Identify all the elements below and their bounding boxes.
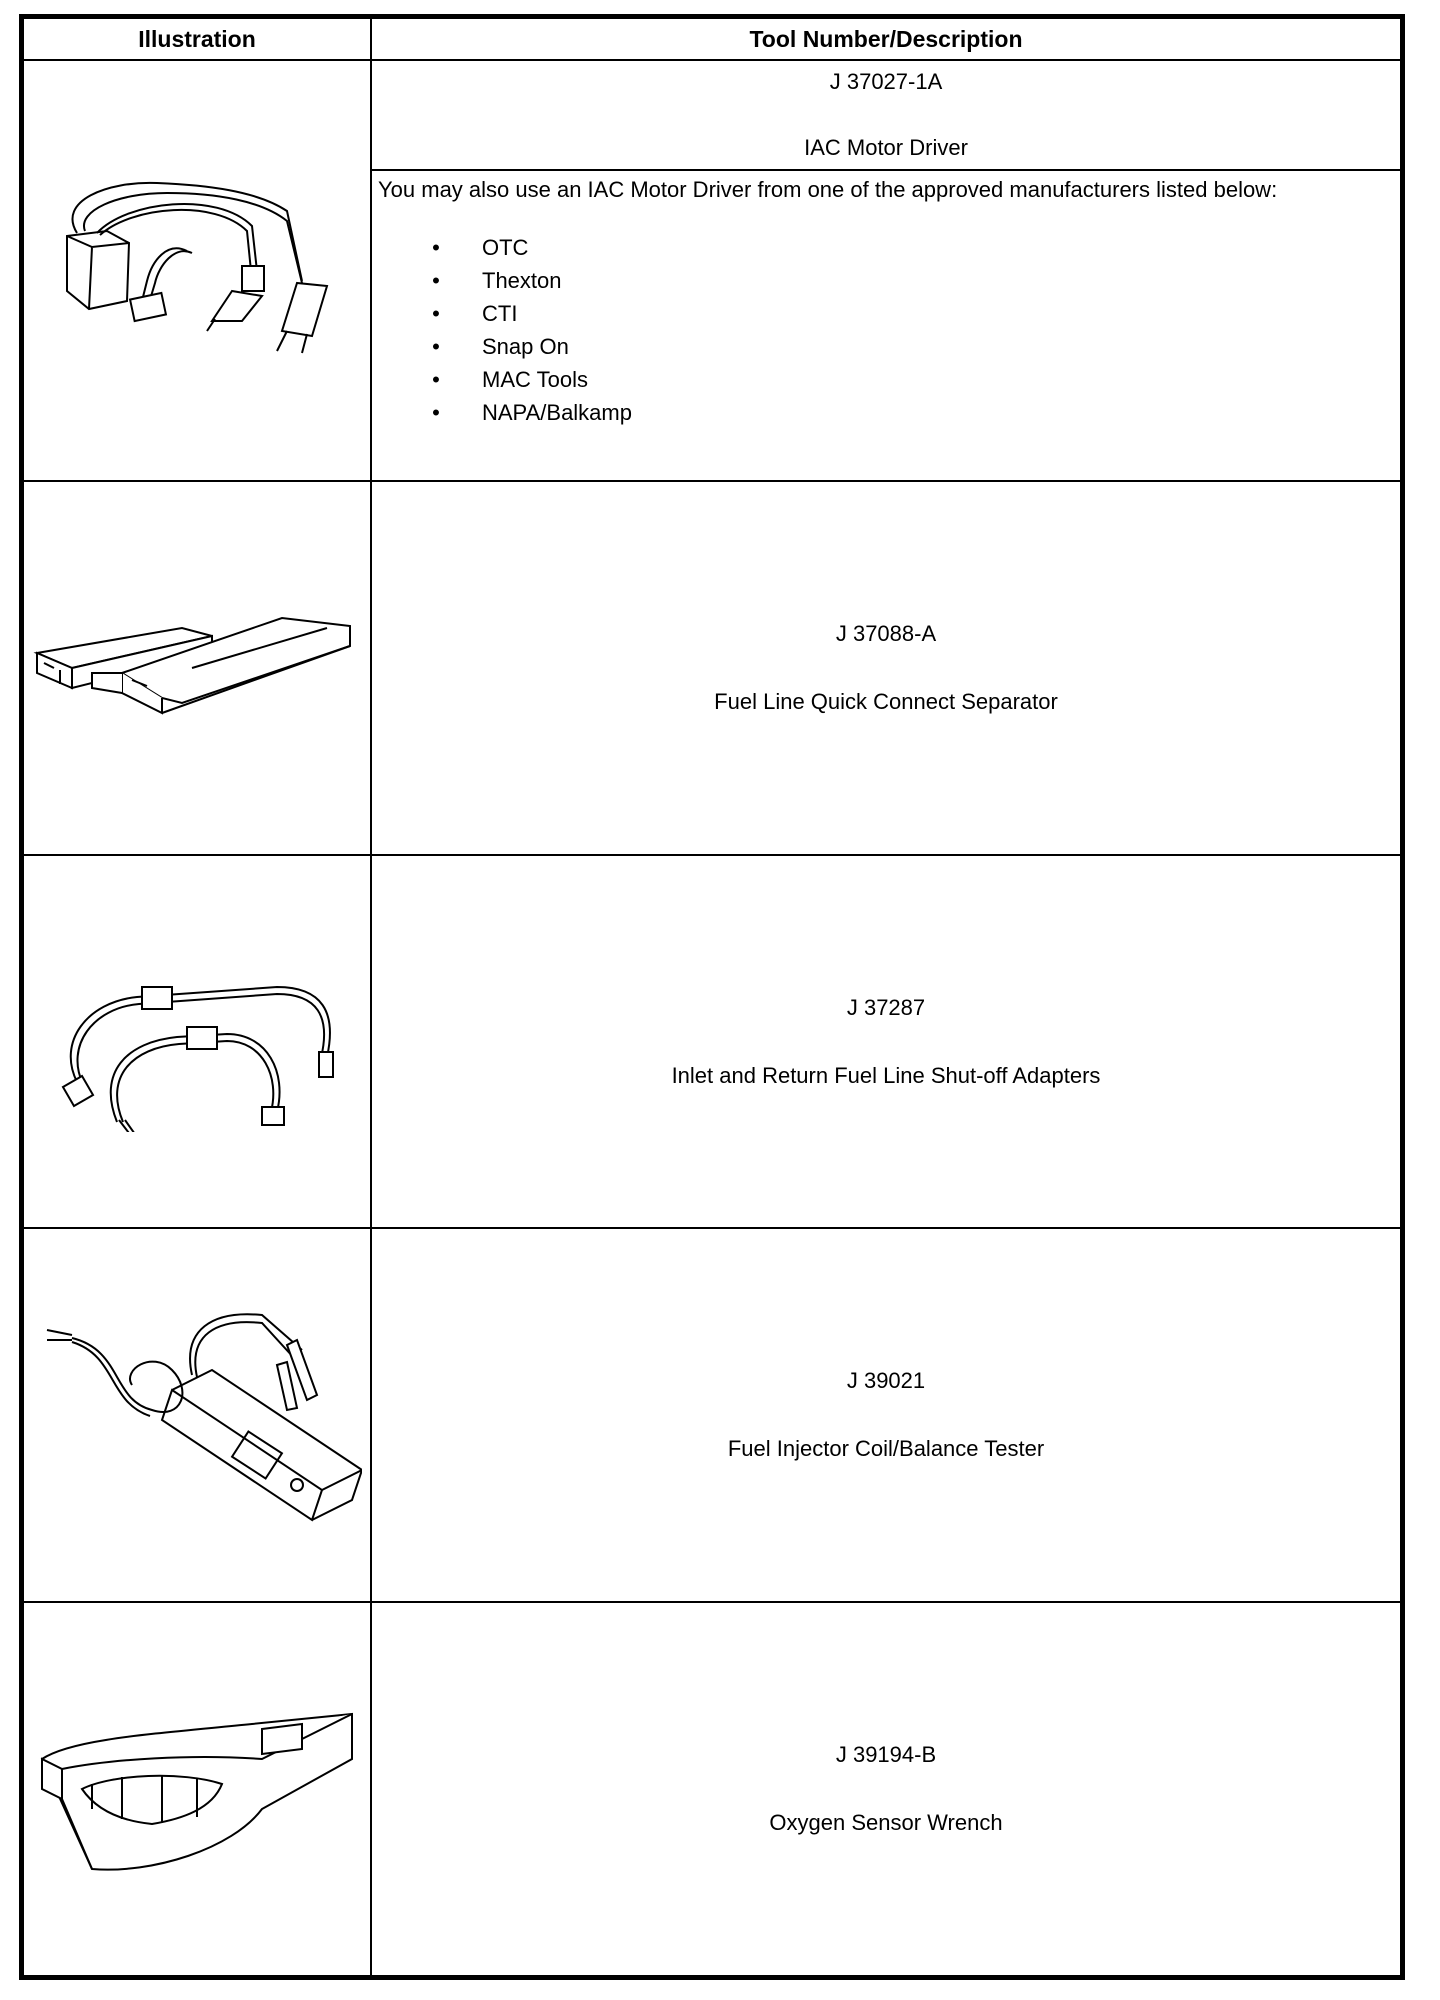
tool-number: J 39021: [846, 1368, 926, 1394]
bullet: •: [432, 334, 440, 360]
illustration-cell: [23, 60, 371, 481]
table-row: [23, 60, 1401, 170]
table-row: [23, 481, 1401, 855]
iac-motor-driver-icon: [37, 171, 357, 371]
bullet: •: [432, 367, 440, 393]
tool-description: IAC Motor Driver: [804, 135, 968, 161]
quick-connect-separator-icon: [32, 598, 362, 738]
list-item: • NAPA/Balkamp: [426, 396, 1394, 429]
tool-table: [22, 17, 1402, 1977]
tool-cell: [371, 60, 1401, 170]
oxygen-sensor-wrench-icon: [32, 1699, 362, 1879]
tool-cell: [371, 855, 1401, 1229]
tool-number: J 37027-1A: [829, 69, 943, 95]
tool-cell: [371, 1228, 1401, 1602]
bullet: •: [432, 301, 440, 327]
table-row: [23, 1228, 1401, 1602]
bullet: •: [432, 235, 440, 261]
list-item: • Thexton: [426, 264, 1394, 297]
illustration-header: Illustration: [23, 18, 371, 60]
manufacturer-note: You may also use an IAC Motor Driver from one of the approved manufacturers listed below:: [378, 177, 1278, 203]
manufacturer-list: [378, 231, 1394, 429]
shut-off-adapters-icon: [37, 952, 357, 1132]
tool-number: J 39194-B: [835, 1742, 937, 1768]
list-item: • OTC: [426, 231, 1394, 264]
tool-description: Oxygen Sensor Wrench: [769, 1810, 1003, 1836]
tool-table-frame: [19, 14, 1405, 1980]
list-item: • CTI: [426, 297, 1394, 330]
list-item: • Snap On: [426, 330, 1394, 363]
illustration-cell: [23, 481, 371, 855]
injector-tester-icon: [32, 1290, 362, 1540]
manufacturer-note-cell: [371, 170, 1401, 481]
tool-header: Tool Number/Description: [371, 18, 1401, 60]
illustration-cell: [23, 1602, 371, 1976]
tool-cell: [371, 1602, 1401, 1976]
tool-number: J 37287: [846, 994, 926, 1020]
tool-description: Fuel Injector Coil/Balance Tester: [727, 1436, 1045, 1462]
table-row: [23, 855, 1401, 1229]
illustration-cell: [23, 855, 371, 1229]
header-row: [23, 18, 1401, 60]
illustration-cell: [23, 1228, 371, 1602]
bullet: •: [432, 268, 440, 294]
tool-description: Inlet and Return Fuel Line Shut-off Adapters: [671, 1062, 1101, 1088]
tool-number: J 37088-A: [835, 620, 937, 646]
list-item: • MAC Tools: [426, 363, 1394, 396]
tool-cell: [371, 481, 1401, 855]
tool-description: Fuel Line Quick Connect Separator: [714, 688, 1058, 714]
table-row: [23, 1602, 1401, 1976]
bullet: •: [432, 400, 440, 426]
